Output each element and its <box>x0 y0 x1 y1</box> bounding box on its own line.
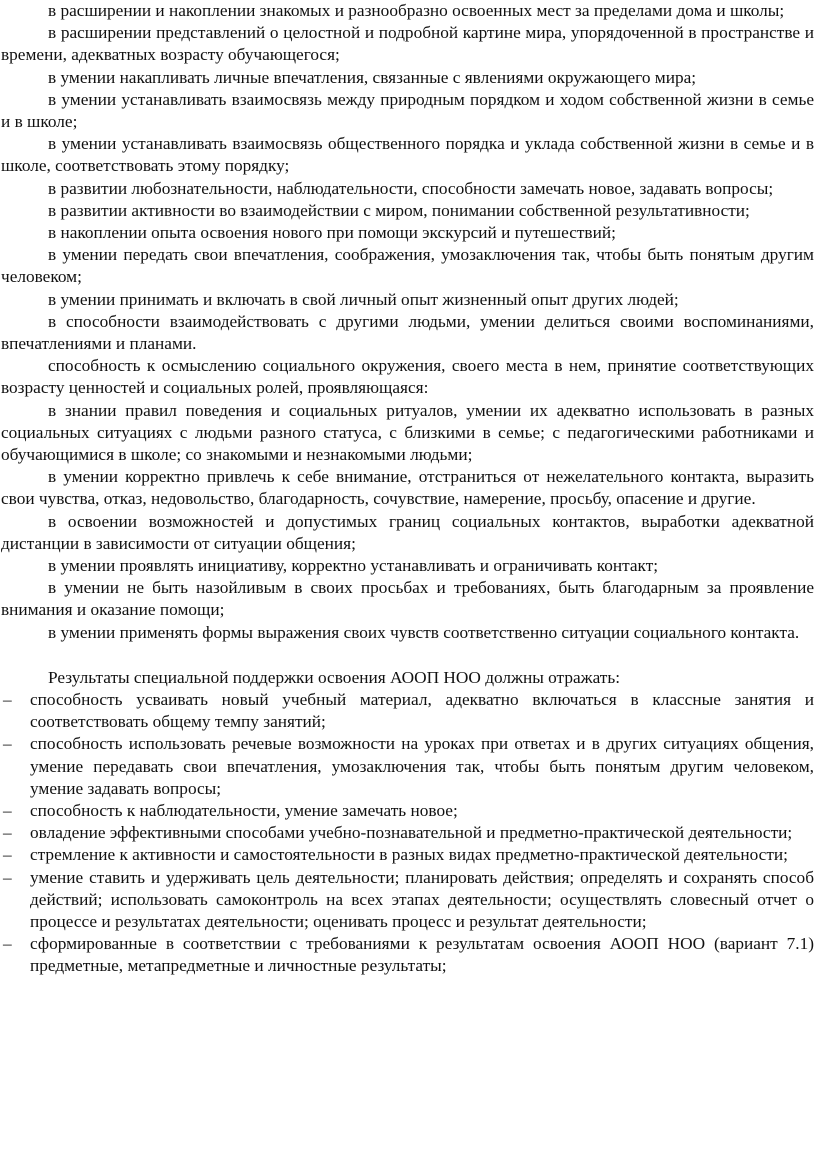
paragraph: способность к осмыслению социального окружения, своего места в нем, принятие соответствующих возрасту ценностей и социальных ролей, проявляющаяся: <box>1 356 814 398</box>
paragraph: в умении не быть назойливым в своих просьбах и требованиях, быть благодарным за проявление внимания и оказание помощи; <box>1 578 814 620</box>
paragraph: в умении принимать и включать в свой личный опыт жизненный опыт других людей; <box>48 289 679 309</box>
list-item-text: способность использовать речевые возможности на уроках при ответах и в других ситуациях общения, умение передавать свои впечатления, умозаключения так, чтобы быть понятым другим человеком, умение задавать вопросы; <box>30 734 814 798</box>
paragraph: в умении корректно привлечь к себе внимание, отстраниться от нежелательного контакта, выразить свои чувства, отказ, недовольство, благодарность, сочувствие, намерение, просьбу, опасение и другие. <box>1 467 814 509</box>
list-item-text: стремление к активности и самостоятельности в разных видах предметно-практической деятельности; <box>30 845 788 865</box>
paragraph: в умении устанавливать взаимосвязь общественного порядка и уклада собственной жизни в семье и в школе, соответствовать этому порядку; <box>1 134 814 176</box>
dash-marker: – <box>3 934 12 954</box>
blank-line <box>1 644 816 667</box>
paragraph: в расширении и накоплении знакомых и разнообразно освоенных мест за пределами дома и школы; <box>48 1 785 20</box>
list-item-text: способность к наблюдательности, умение замечать новое; <box>30 800 458 820</box>
paragraph: в умении накапливать личные впечатления, связанные с явлениями окружающего мира; <box>48 67 697 87</box>
paragraph: в накоплении опыта освоения нового при помощи экскурсий и путешествий; <box>48 223 616 243</box>
list-item <box>1 800 816 822</box>
paragraph: в умении устанавливать взаимосвязь между природным порядком и ходом собственной жизни в семье и в школе; <box>1 89 814 132</box>
dash-marker: – <box>3 689 12 709</box>
dash-marker: – <box>3 823 12 843</box>
list-item <box>1 844 816 866</box>
paragraph: в развитии любознательности, наблюдательности, способности замечать новое, задавать вопросы; <box>48 178 774 198</box>
list-item-text: способность усваивать новый учебный материал, адекватно включаться в классные занятия и соответствовать общему темпу занятий; <box>30 689 814 732</box>
list-item <box>1 933 816 977</box>
paragraph: в знании правил поведения и социальных ритуалов, умении их адекватно использовать в разных социальных ситуациях с людьми разного статуса, с близкими в семье; с педагогическими работниками и обучающимися в школе; со знакомыми и незнакомыми людьми; <box>1 400 814 465</box>
dash-marker: – <box>3 867 12 887</box>
list-item <box>1 689 816 733</box>
list-item <box>1 733 816 800</box>
dash-marker: – <box>3 800 12 820</box>
section-heading: Результаты специальной поддержки освоения АООП НОО должны отражать: <box>48 667 621 687</box>
list-item-text: овладение эффективными способами учебно-познавательной и предметно-практической деятельности; <box>30 823 793 843</box>
paragraph: в освоении возможностей и допустимых границ социальных контактов, выработки адекватной дистанции в зависимости от ситуации общения; <box>1 511 814 553</box>
list-item <box>1 822 816 844</box>
results-list <box>1 689 816 978</box>
paragraph: в умении применять формы выражения своих чувств соответственно ситуации социального контакта. <box>48 622 800 642</box>
paragraph: в умении проявлять инициативу, корректно устанавливать и ограничивать контакт; <box>48 556 659 576</box>
dash-marker: – <box>3 734 12 754</box>
paragraph: в развитии активности во взаимодействии с миром, понимании собственной результативности; <box>48 200 750 220</box>
list-item-text: сформированные в соответствии с требованиями к результатам освоения АООП НОО (вариант 7.1) предметные, метапредметные и личностные результаты; <box>30 934 814 976</box>
paragraph: в расширении представлений о целостной и подробной картине мира, упорядоченной в пространстве и времени, адекватных возрасту обучающегося; <box>1 23 814 65</box>
paragraph: в умении передать свои впечатления, соображения, умозаключения так, чтобы быть понятым другим человеком; <box>1 245 814 287</box>
list-item-text: умение ставить и удерживать цель деятельности; планировать действия; определять и сохранять способ действий; использовать самоконтроль на всех этапах деятельности; осуществлять словесный отчет о процессе и результатах деятельности; оценивать процесс и результат деятельности; <box>30 867 814 931</box>
list-item <box>1 867 816 934</box>
dash-marker: – <box>3 845 12 865</box>
paragraph: в способности взаимодействовать с другими людьми, умении делиться своими воспоминаниями, впечатлениями и планами. <box>1 311 814 354</box>
